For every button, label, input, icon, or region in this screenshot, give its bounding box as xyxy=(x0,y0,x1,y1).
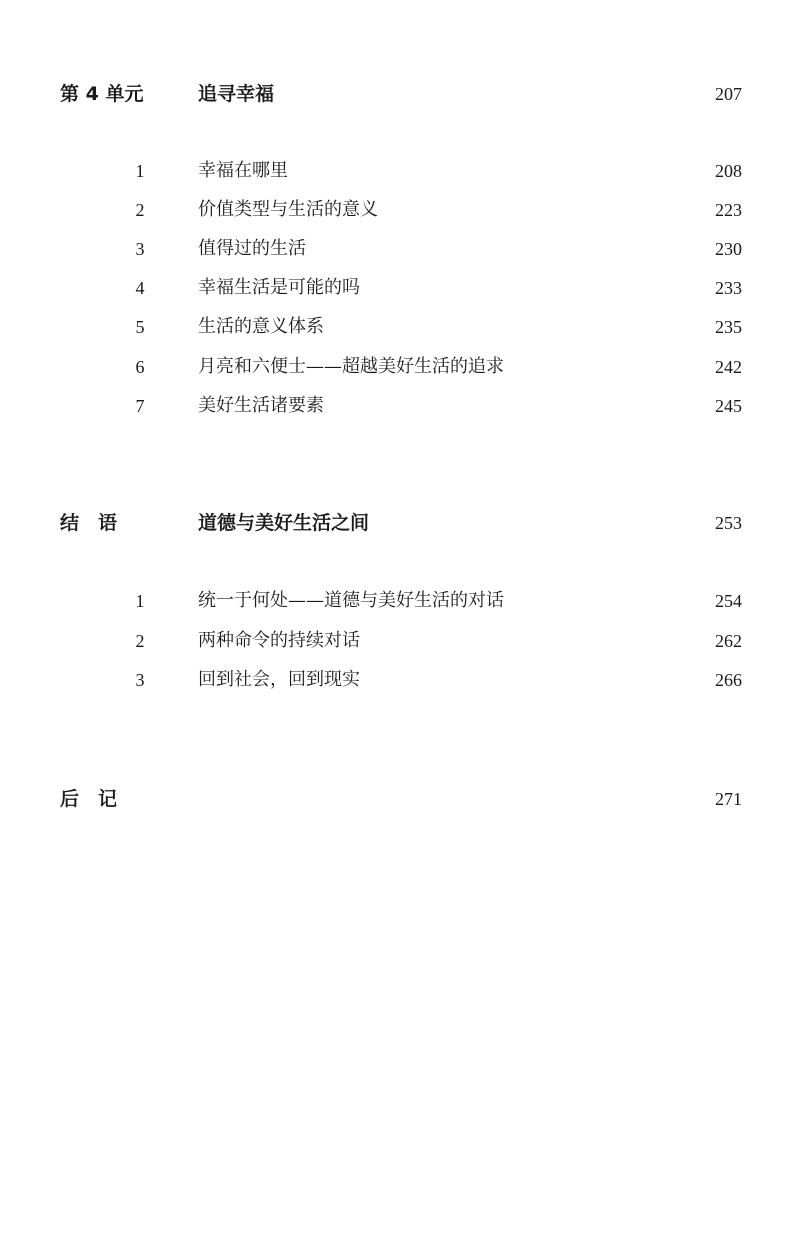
entry-number: 7 xyxy=(135,396,145,416)
entry-title: 月亮和六便士——超越美好生活的追求 xyxy=(198,356,504,377)
section-page-number: 207 xyxy=(715,84,742,104)
entry-page-number: 262 xyxy=(715,631,742,651)
section-page-number: 271 xyxy=(715,789,742,809)
entry-title: 生活的意义体系 xyxy=(198,316,324,337)
entry-number: 3 xyxy=(135,670,145,690)
entry-title: 价值类型与生活的意义 xyxy=(198,199,378,220)
entry-number: 4 xyxy=(135,278,145,298)
entry-title: 幸福生活是可能的吗 xyxy=(198,277,360,298)
entry-page-number: 235 xyxy=(715,317,742,337)
toc-entry xyxy=(0,626,790,656)
toc-entry xyxy=(0,586,790,616)
toc-entry xyxy=(0,352,790,382)
toc-section-unit4 xyxy=(0,79,790,109)
section-label: 结 语 xyxy=(60,512,118,534)
toc-entry xyxy=(0,665,790,695)
toc-entry xyxy=(0,195,790,225)
entry-page-number: 266 xyxy=(715,670,742,690)
entry-number: 1 xyxy=(135,591,145,611)
entry-page-number: 245 xyxy=(715,396,742,416)
section-page-number: 253 xyxy=(715,513,742,533)
toc-entry xyxy=(0,391,790,421)
entry-title: 两种命令的持续对话 xyxy=(198,630,360,651)
section-title: 追寻幸福 xyxy=(198,83,275,105)
entry-page-number: 223 xyxy=(715,200,742,220)
entry-number: 2 xyxy=(135,631,145,651)
toc-section-conclusion xyxy=(0,508,790,538)
entry-number: 6 xyxy=(135,357,145,377)
entry-number: 3 xyxy=(135,239,145,259)
toc-entry xyxy=(0,234,790,264)
entry-title: 值得过的生活 xyxy=(198,238,306,259)
entry-title: 统一于何处——道德与美好生活的对话 xyxy=(198,590,504,611)
section-label: 后 记 xyxy=(60,788,118,810)
toc-entry xyxy=(0,312,790,342)
entry-title: 幸福在哪里 xyxy=(198,160,288,181)
entry-page-number: 230 xyxy=(715,239,742,259)
toc-entry xyxy=(0,156,790,186)
entry-number: 5 xyxy=(135,317,145,337)
entry-title: 美好生活诸要素 xyxy=(198,395,324,416)
entry-page-number: 254 xyxy=(715,591,742,611)
entry-page-number: 242 xyxy=(715,357,742,377)
section-title: 道德与美好生活之间 xyxy=(198,512,370,534)
entry-number: 1 xyxy=(135,161,145,181)
entry-title: 回到社会，回到现实 xyxy=(198,669,360,690)
toc-entry xyxy=(0,273,790,303)
section-label: 第 4 单元 xyxy=(60,83,144,105)
toc-section-afterword xyxy=(0,784,790,814)
entry-page-number: 233 xyxy=(715,278,742,298)
entry-page-number: 208 xyxy=(715,161,742,181)
entry-number: 2 xyxy=(135,200,145,220)
